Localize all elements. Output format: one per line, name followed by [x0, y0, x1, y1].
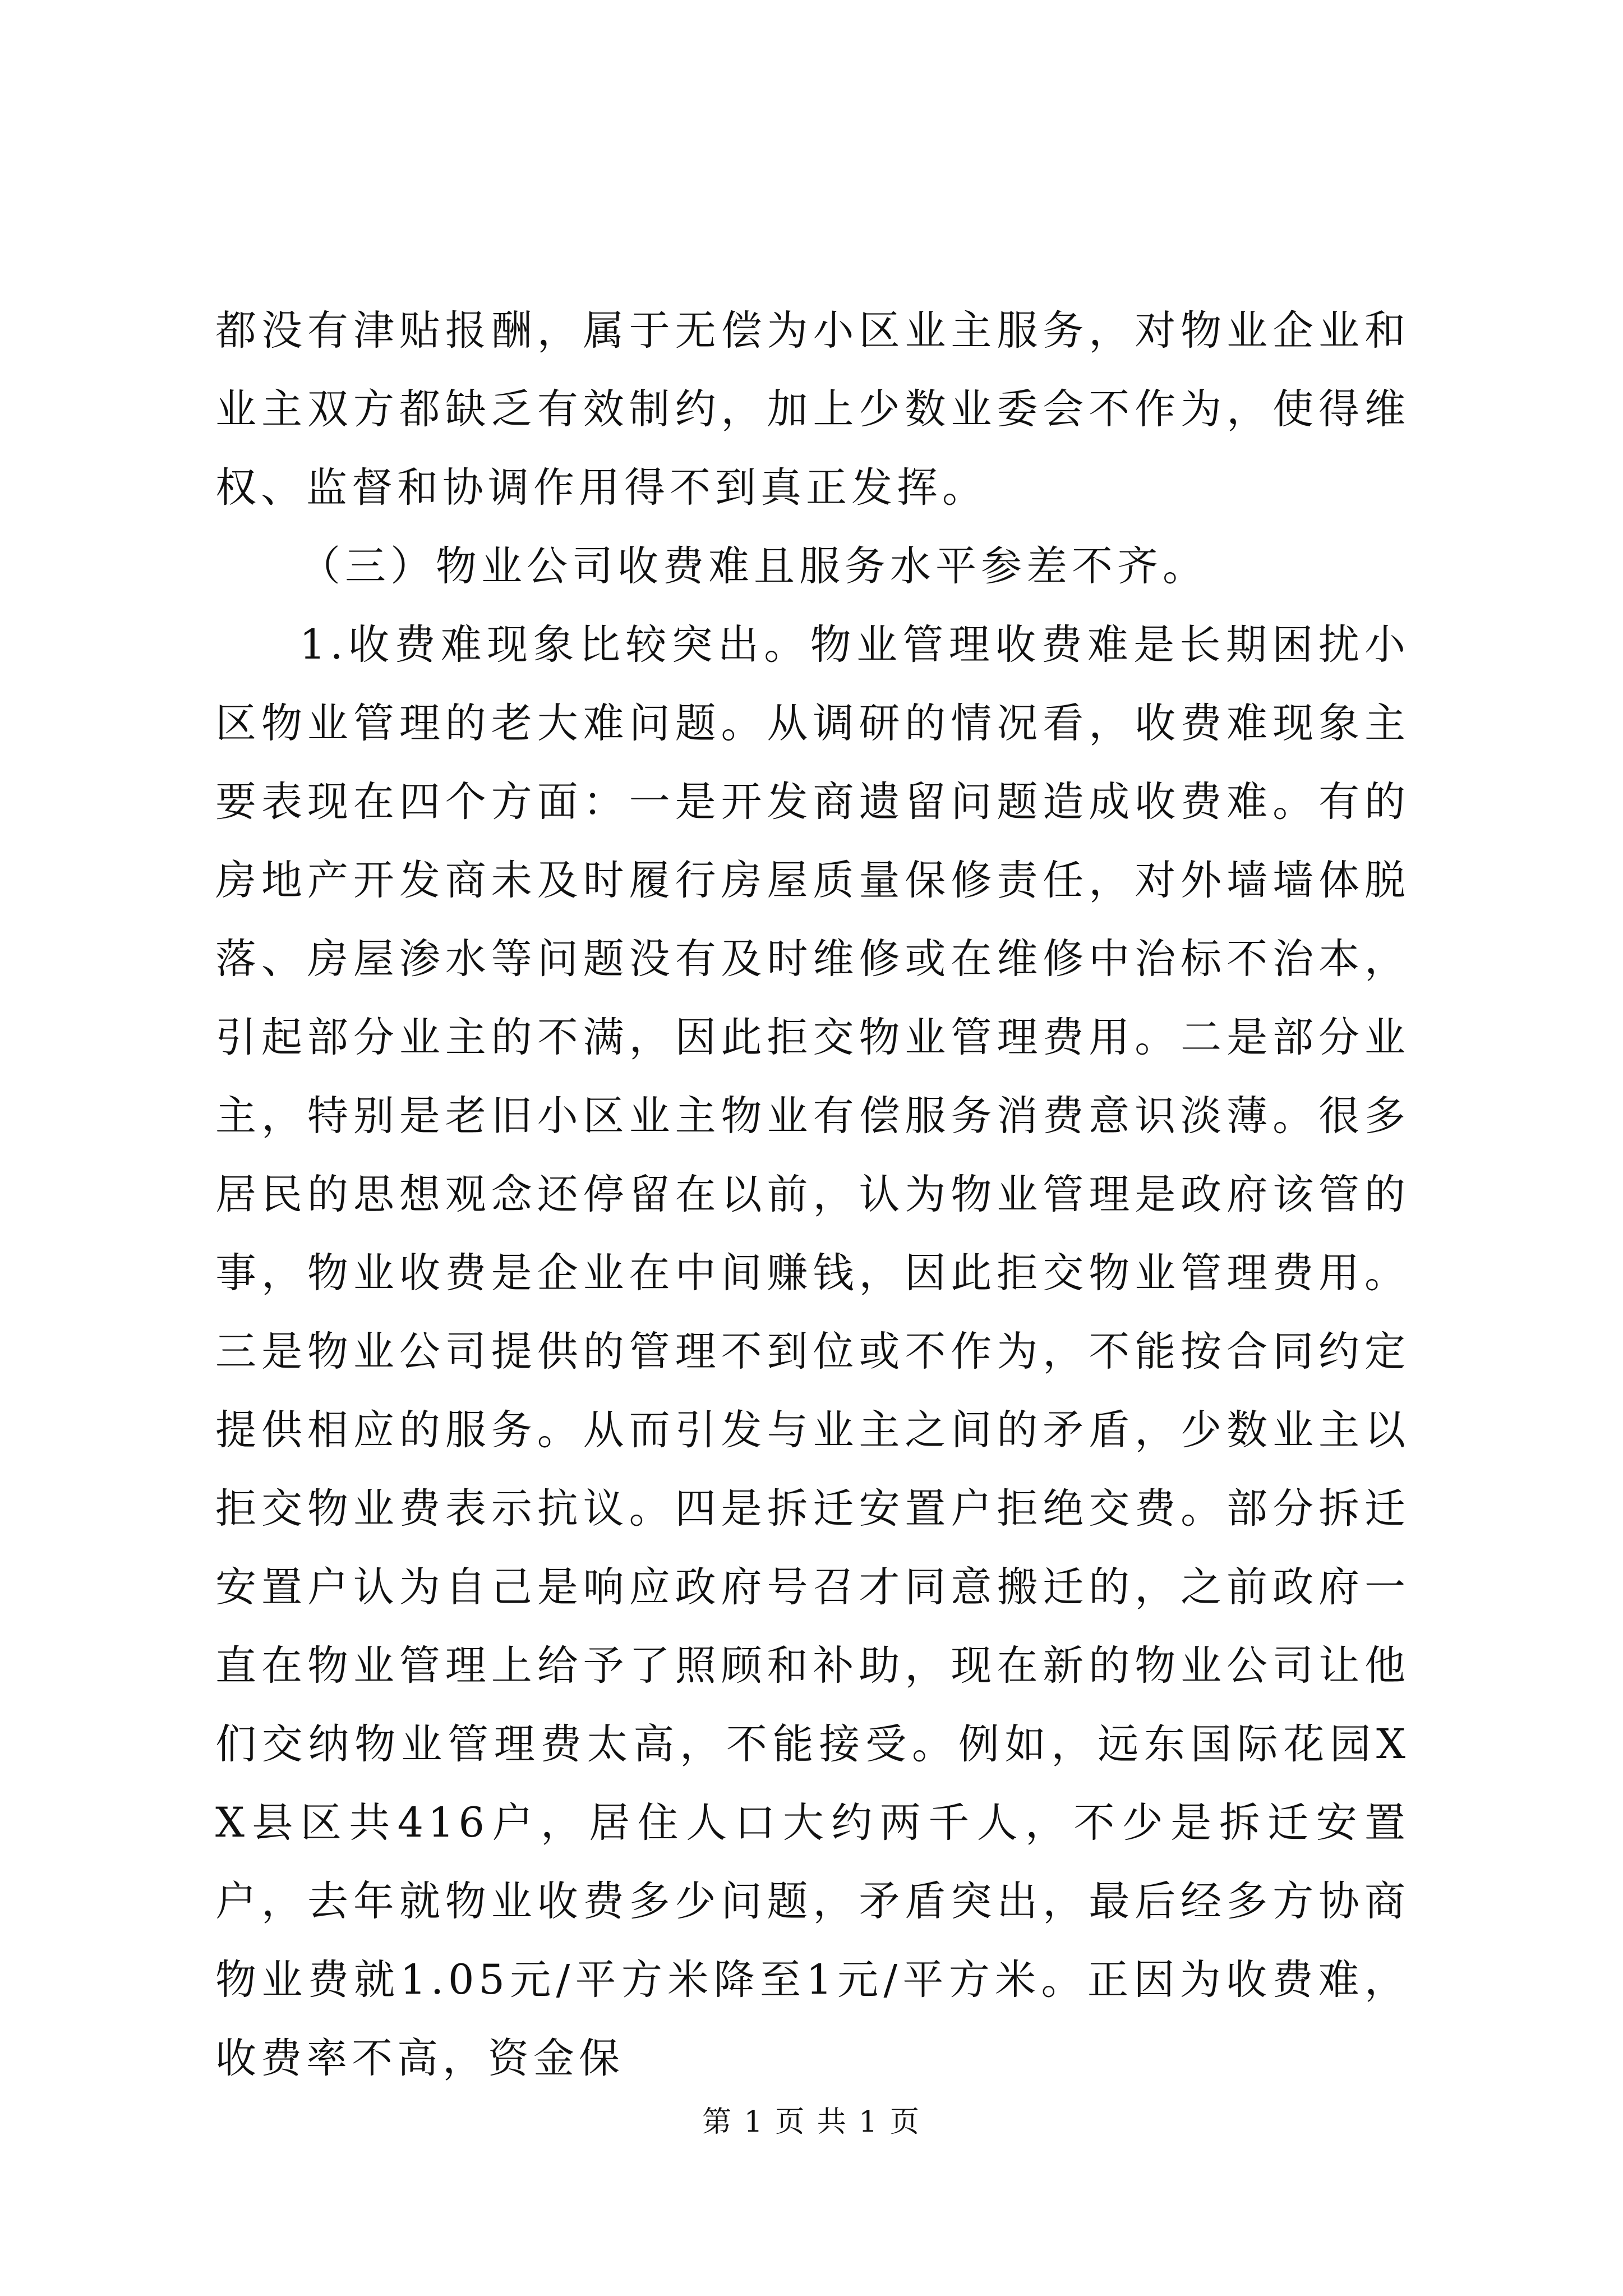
paragraph-continuation: 都没有津贴报酬，属于无偿为小区业主服务，对物业企业和业主双方都缺乏有效制约，加上少数业委会不作为，使得维权、监督和协调作用得不到真正发挥。 — [215, 307, 1410, 512]
paragraph-fee-collection: 1.收费难现象比较突出。物业管理收费难是长期困扰小区物业管理的老大难问题。从调研的情况看，收费难现象主要表现在四个方面：一是开发商遗留问题造成收费难。有的房地产开发商未及时履行房屋质量保修责任，对外墙墙体脱落、房屋渗水等问题没有及时维修或在维修中治标不治本，引起部分业主的不满，因此拒交物业管理费用。二是部分业主，特别是老旧小区业主物业有偿服务消费意识淡薄。很多居民的思想观念还停留在以前，认为物业管理是政府该管的事，物业收费是企业在中间赚钱，因此拒交物业管理费用。三是物业公司提供的管理不到位或不作为，不能按合同约定提供相应的服务。从而引发与业主之间的矛盾，少数业主以拒交物业费表示抗议。四是拆迁安置户拒绝交费。部分拆迁安置户认为自己是响应政府号召才同意搬迁的，之前政府一直在物业管理上给予了照顾和补助，现在新的物业公司让他们交纳物业管理费太高，不能接受。例如，远东国际花园XX县区共416户，居住人口大约两千人，不少是拆迁安置户，去年就物业收费多少问题，矛盾突出，最后经多方协商物业费就1.05元/平方米降至1元/平方米。正因为收费难，收费率不高，资金保 — [215, 621, 1410, 2082]
document-body — [215, 292, 1410, 2098]
section-heading: （三）物业公司收费难且服务水平参差不齐。 — [299, 542, 1208, 590]
page-footer: 第 1 页 共 1 页 — [702, 2105, 921, 2139]
